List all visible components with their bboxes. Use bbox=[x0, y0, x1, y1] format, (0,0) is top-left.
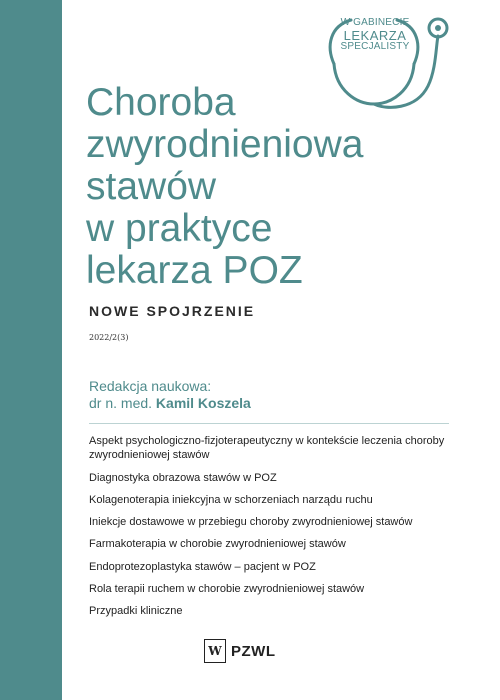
topic-item: Endoprotezoplastyka stawów – pacjent w POZ bbox=[89, 560, 316, 573]
publisher bbox=[204, 636, 276, 666]
title-line: lekarza POZ bbox=[86, 249, 303, 293]
book-title bbox=[86, 82, 486, 293]
title-line: w praktyce bbox=[86, 207, 273, 251]
series-line-1: W GABINECIE bbox=[340, 17, 410, 28]
book-subtitle: NOWE SPOJRZENIE bbox=[89, 303, 256, 319]
editor-prefix: dr n. med. bbox=[89, 394, 153, 411]
topics-list bbox=[89, 434, 479, 627]
title-line: Choroba bbox=[86, 81, 236, 124]
topic-item: Kolagenoterapia iniekcyjna w schorzeniach narządu ruchu bbox=[89, 493, 373, 506]
topic-item: Farmakoterapia w chorobie zwyrodnieniowej stawów bbox=[89, 538, 346, 551]
series-line-2: LEKARZA bbox=[343, 27, 407, 43]
publisher-name: PZWL bbox=[231, 642, 276, 660]
editor-line bbox=[89, 395, 251, 412]
editor-block bbox=[89, 378, 251, 412]
series-label bbox=[330, 18, 420, 53]
editor-name: Kamil Koszela bbox=[155, 394, 251, 411]
issue-number: 2022/2(3) bbox=[89, 333, 129, 342]
series-line-3: SPECJALISTY bbox=[340, 41, 410, 53]
topic-item: Przypadki kliniczne bbox=[89, 605, 183, 618]
title-line: zwyrodnieniowa bbox=[86, 123, 364, 167]
topic-item: Diagnostyka obrazowa stawów w POZ bbox=[89, 471, 277, 484]
cover-side-band bbox=[0, 0, 62, 700]
topic-item: Iniekcje dostawowe w przebiegu choroby zwyrodnieniowej stawów bbox=[89, 516, 413, 529]
editor-label: Redakcja naukowa: bbox=[89, 378, 212, 394]
topic-item: Aspekt psychologiczno-fizjoterapeutyczny w kontekście leczenia choroby zwyrodnieniowej stawów bbox=[89, 435, 445, 462]
publisher-logo-icon: W bbox=[204, 639, 226, 663]
topic-item: Rola terapii ruchem w chorobie zwyrodnieniowej stawów bbox=[89, 583, 365, 596]
title-line: stawów bbox=[86, 165, 217, 209]
divider bbox=[89, 423, 449, 424]
